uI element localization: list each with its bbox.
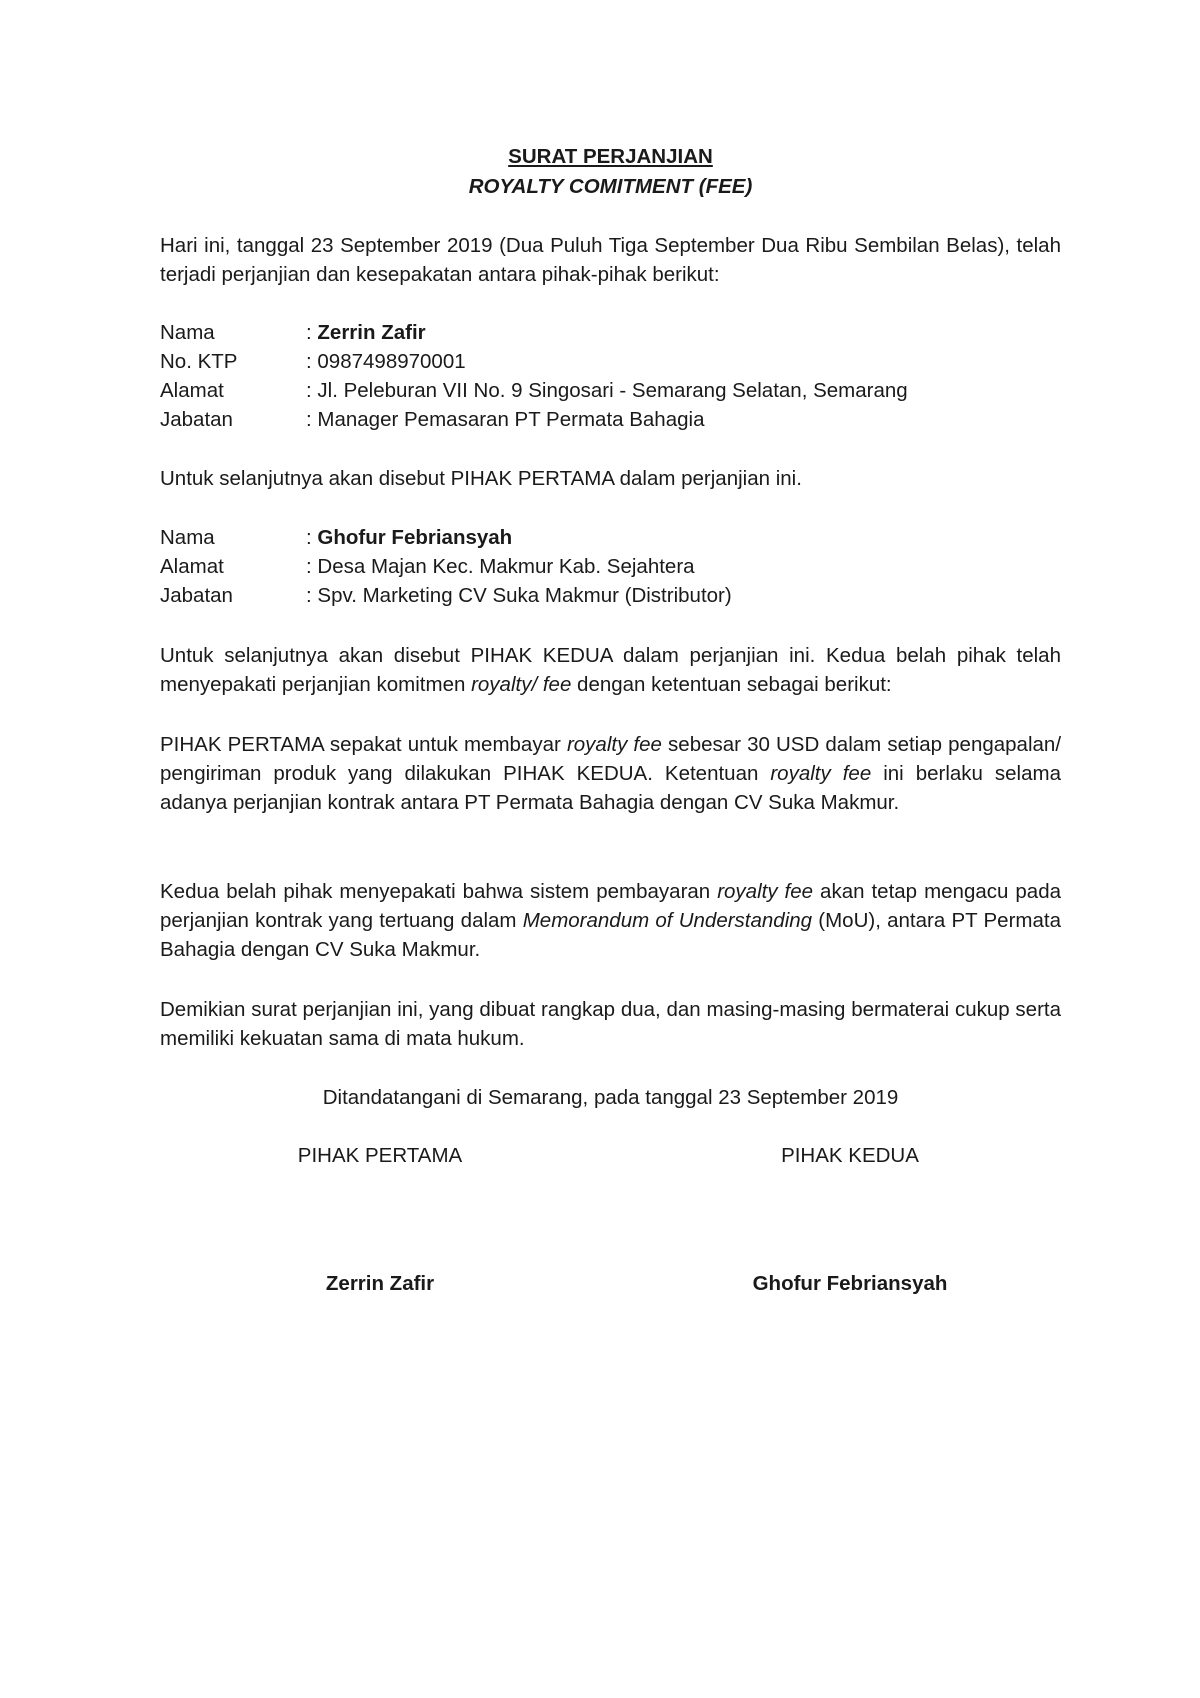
separator: :: [306, 350, 318, 373]
party2-row-position: [160, 581, 732, 610]
separator: :: [306, 379, 318, 402]
separator: :: [306, 408, 318, 431]
party1-row-position: [160, 405, 908, 434]
party1-row-ktp: [160, 347, 908, 376]
royalty-terms-paragraph: PIHAK PERTAMA sepakat untuk membayar royalty fee sebesar 30 USD dalam setiap pengapalan/ pengiriman produk yang dilakukan PIHAK KEDUA. Ketentuan royalty fee ini berlaku selama adanya perjanjian kontrak antara PT Permata Bahagia dengan CV Suka Makmur.: [160, 733, 1062, 814]
party2-row-name: [160, 523, 732, 552]
party1-ktp: 0987498970001: [317, 350, 466, 373]
signature-role-second-party: PIHAK KEDUA: [781, 1144, 919, 1167]
title-subtitle: ROYALTY COMITMENT (FEE): [468, 175, 753, 198]
field-label: Jabatan: [160, 408, 233, 431]
party2-name: Ghofur Febriansyah: [317, 526, 513, 549]
separator: :: [306, 584, 318, 607]
separator: :: [306, 555, 318, 578]
signature-name-second-party: Ghofur Febriansyah: [752, 1272, 948, 1295]
separator: :: [306, 526, 318, 549]
party1-identity: [160, 318, 1061, 434]
party1-row-address: [160, 376, 908, 405]
separator: :: [306, 321, 318, 344]
title-main: SURAT PERJANJIAN: [508, 145, 713, 168]
party1-row-name: [160, 318, 908, 347]
party2-note-paragraph: Untuk selanjutnya akan disebut PIHAK KEDUA dalam perjanjian ini. Kedua belah pihak telah menyepakati perjanjian komitmen royalty/ fee dengan ketentuan sebagai berikut:: [160, 644, 1061, 696]
party1-address: Jl. Peleburan VII No. 9 Singosari - Semarang Selatan, Semarang: [317, 379, 908, 402]
signed-location-date: Ditandatangani di Semarang, pada tanggal 23 September 2019: [322, 1086, 899, 1109]
party1-position: Manager Pemasaran PT Permata Bahagia: [317, 408, 705, 431]
intro-paragraph: Hari ini, tanggal 23 September 2019 (Dua Puluh Tiga September Dua Ribu Sembilan Belas), telah terjadi perjanjian dan kesepakatan antara pihak-pihak berikut:: [160, 234, 1061, 286]
field-label: Alamat: [160, 555, 224, 578]
party2-identity: [160, 523, 1061, 610]
signature-name-first-party: Zerrin Zafir: [325, 1272, 435, 1295]
field-label: Jabatan: [160, 584, 233, 607]
party2-row-address: [160, 552, 732, 581]
payment-system-paragraph: Kedua belah pihak menyepakati bahwa sistem pembayaran royalty fee akan tetap mengacu pada perjanjian kontrak yang tertuang dalam Memorandum of Understanding (MoU), antara PT Permata Bahagia dengan CV Suka Makmur.: [160, 880, 1061, 961]
field-label: No. KTP: [160, 350, 238, 373]
document-title: [160, 142, 1061, 201]
signature-role-first-party: PIHAK PERTAMA: [297, 1144, 463, 1167]
party1-note: Untuk selanjutnya akan disebut PIHAK PERTAMA dalam perjanjian ini.: [160, 467, 802, 490]
field-label: Nama: [160, 526, 215, 549]
party1-name: Zerrin Zafir: [317, 321, 426, 344]
closing-paragraph: Demikian surat perjanjian ini, yang dibuat rangkap dua, dan masing-masing bermaterai cukup serta memiliki kekuatan sama di mata hukum.: [160, 998, 1061, 1050]
party2-address: Desa Majan Kec. Makmur Kab. Sejahtera: [317, 555, 695, 578]
party2-position: Spv. Marketing CV Suka Makmur (Distributor): [317, 584, 732, 607]
field-label: Nama: [160, 321, 215, 344]
field-label: Alamat: [160, 379, 224, 402]
